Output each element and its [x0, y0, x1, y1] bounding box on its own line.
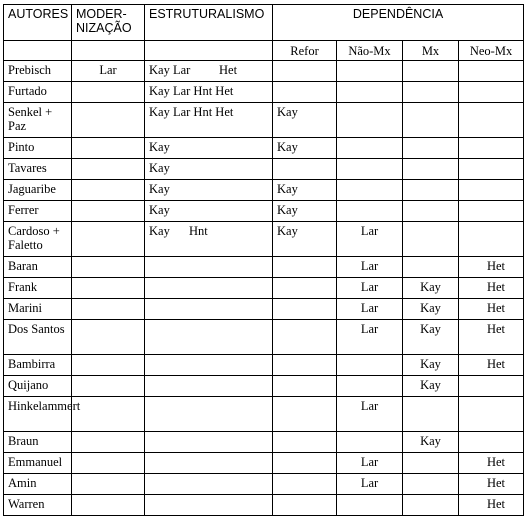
subheader-empty-est: [145, 41, 273, 61]
author-cell: Senkel + Paz: [4, 103, 72, 138]
header-modernizacao-line1: MODER-: [76, 7, 127, 21]
estruturalismo-cell: [145, 355, 273, 376]
refor-cell: Kay: [273, 180, 337, 201]
refor-cell: Kay: [273, 103, 337, 138]
author-cell: Marini: [4, 299, 72, 320]
author-cell: Warren: [4, 495, 72, 516]
neo-mx-cell: [459, 82, 524, 103]
mx-cell: [403, 495, 459, 516]
mx-cell: [403, 82, 459, 103]
table-body: [4, 5, 524, 516]
estruturalismo-cell: [145, 61, 273, 82]
nao-mx-cell: [337, 201, 403, 222]
author-cell: Prebisch: [4, 61, 72, 82]
nao-mx-cell: [337, 180, 403, 201]
modernizacao-cell: [72, 355, 145, 376]
author-cell: Furtado: [4, 82, 72, 103]
estruturalismo-cell: [145, 397, 273, 432]
estruturalismo-primary: Kay: [149, 140, 170, 154]
modernizacao-cell: [72, 376, 145, 397]
estruturalismo-cell: [145, 432, 273, 453]
table-row: [4, 257, 524, 278]
modernizacao-cell: [72, 453, 145, 474]
modernizacao-cell: [72, 180, 145, 201]
modernizacao-cell: [72, 495, 145, 516]
subheader-empty-mod: [72, 41, 145, 61]
modernizacao-cell: [72, 222, 145, 257]
table-row: [4, 103, 524, 138]
modernizacao-cell: [72, 432, 145, 453]
neo-mx-cell: [459, 61, 524, 82]
mx-cell: [403, 61, 459, 82]
nao-mx-cell: [337, 61, 403, 82]
estruturalismo-primary: Kay Lar Hnt Het: [149, 84, 234, 98]
neo-mx-cell: [459, 432, 524, 453]
refor-cell: [273, 159, 337, 180]
refor-cell: [273, 495, 337, 516]
table-row: [4, 82, 524, 103]
modernizacao-cell: [72, 278, 145, 299]
estruturalismo-cell: [145, 222, 273, 257]
table-row: [4, 138, 524, 159]
mx-cell: Kay: [403, 320, 459, 355]
table-row: [4, 201, 524, 222]
estruturalismo-cell: [145, 453, 273, 474]
subheader-mx: Mx: [403, 41, 459, 61]
mx-cell: [403, 138, 459, 159]
mx-cell: [403, 180, 459, 201]
neo-mx-cell: [459, 180, 524, 201]
author-cell: Amin: [4, 474, 72, 495]
subheader-neo-mx: Neo-Mx: [459, 41, 524, 61]
header-row: [4, 5, 524, 41]
estruturalismo-primary: Kay: [149, 224, 170, 238]
author-cell: Bambirra: [4, 355, 72, 376]
modernizacao-cell: [72, 397, 145, 432]
subheader-empty-autores: [4, 41, 72, 61]
neo-mx-cell: Het: [459, 355, 524, 376]
neo-mx-cell: Het: [459, 495, 524, 516]
author-cell: Hinkelammert: [4, 397, 72, 432]
table-row: [4, 355, 524, 376]
header-modernizacao-line2: NIZAÇÃO: [76, 21, 132, 35]
mx-cell: Kay: [403, 355, 459, 376]
estruturalismo-cell: [145, 138, 273, 159]
neo-mx-cell: [459, 103, 524, 138]
refor-cell: [273, 278, 337, 299]
neo-mx-cell: Het: [459, 299, 524, 320]
neo-mx-cell: [459, 376, 524, 397]
refor-cell: Kay: [273, 201, 337, 222]
mx-cell: [403, 453, 459, 474]
estruturalismo-cell: [145, 376, 273, 397]
nao-mx-cell: Lar: [337, 474, 403, 495]
nao-mx-cell: [337, 495, 403, 516]
refor-cell: Kay: [273, 222, 337, 257]
modernizacao-cell: Lar: [72, 61, 145, 82]
estruturalismo-cell: [145, 201, 273, 222]
author-cell: Quijano: [4, 376, 72, 397]
modernizacao-cell: [72, 82, 145, 103]
author-cell: Pinto: [4, 138, 72, 159]
table-row: [4, 397, 524, 432]
estruturalismo-cell: [145, 159, 273, 180]
table-row: [4, 432, 524, 453]
mx-cell: [403, 257, 459, 278]
author-cell: Emmanuel: [4, 453, 72, 474]
nao-mx-cell: Lar: [337, 453, 403, 474]
refor-cell: [273, 474, 337, 495]
neo-mx-cell: [459, 222, 524, 257]
author-cell: Ferrer: [4, 201, 72, 222]
mx-cell: Kay: [403, 432, 459, 453]
nao-mx-cell: Lar: [337, 397, 403, 432]
refor-cell: [273, 82, 337, 103]
nao-mx-cell: [337, 376, 403, 397]
author-cell: Braun: [4, 432, 72, 453]
table-row: [4, 222, 524, 257]
table-row: [4, 495, 524, 516]
subheader-nao-mx: Não-Mx: [337, 41, 403, 61]
estruturalismo-primary: Kay: [149, 182, 170, 196]
estruturalismo-secondary: Hnt: [189, 224, 208, 238]
author-cell: Frank: [4, 278, 72, 299]
estruturalismo-cell: [145, 82, 273, 103]
modernizacao-cell: [72, 474, 145, 495]
refor-cell: [273, 257, 337, 278]
mx-cell: [403, 474, 459, 495]
estruturalismo-secondary: Het: [219, 63, 238, 77]
mx-cell: [403, 159, 459, 180]
nao-mx-cell: [337, 432, 403, 453]
estruturalismo-cell: [145, 474, 273, 495]
mx-cell: Kay: [403, 376, 459, 397]
neo-mx-cell: [459, 138, 524, 159]
author-cell: Baran: [4, 257, 72, 278]
refor-cell: [273, 432, 337, 453]
table-row: [4, 61, 524, 82]
table-row: [4, 299, 524, 320]
estruturalismo-primary: Kay: [149, 161, 170, 175]
refor-cell: [273, 376, 337, 397]
mx-cell: [403, 201, 459, 222]
neo-mx-cell: Het: [459, 320, 524, 355]
modernizacao-cell: [72, 201, 145, 222]
estruturalismo-primary: Kay Lar: [149, 63, 191, 77]
subheader-refor: Refor: [273, 41, 337, 61]
neo-mx-cell: Het: [459, 453, 524, 474]
neo-mx-cell: Het: [459, 257, 524, 278]
modernizacao-cell: [72, 257, 145, 278]
neo-mx-cell: Het: [459, 474, 524, 495]
modernizacao-cell: [72, 320, 145, 355]
author-cell: Tavares: [4, 159, 72, 180]
estruturalismo-cell: [145, 320, 273, 355]
refor-cell: [273, 299, 337, 320]
author-cell: Cardoso + Faletto: [4, 222, 72, 257]
estruturalismo-primary: Kay: [149, 203, 170, 217]
nao-mx-cell: [337, 138, 403, 159]
table-row: [4, 180, 524, 201]
mx-cell: [403, 397, 459, 432]
estruturalismo-cell: [145, 103, 273, 138]
nao-mx-cell: Lar: [337, 299, 403, 320]
nao-mx-cell: [337, 355, 403, 376]
estruturalismo-cell: [145, 299, 273, 320]
authors-classification-table: [3, 4, 524, 516]
nao-mx-cell: Lar: [337, 278, 403, 299]
header-estruturalismo: ESTRUTURALISMO: [145, 5, 273, 41]
estruturalismo-primary: Kay Lar Hnt Het: [149, 105, 234, 119]
nao-mx-cell: [337, 82, 403, 103]
modernizacao-cell: [72, 138, 145, 159]
table-row: [4, 453, 524, 474]
mx-cell: Kay: [403, 278, 459, 299]
estruturalismo-cell: [145, 495, 273, 516]
mx-cell: [403, 103, 459, 138]
nao-mx-cell: [337, 159, 403, 180]
table-row: [4, 278, 524, 299]
refor-cell: [273, 61, 337, 82]
author-cell: Dos Santos: [4, 320, 72, 355]
neo-mx-cell: Het: [459, 278, 524, 299]
estruturalismo-cell: [145, 257, 273, 278]
refor-cell: [273, 320, 337, 355]
header-autores: AUTORES: [4, 5, 72, 41]
modernizacao-cell: [72, 159, 145, 180]
neo-mx-cell: [459, 159, 524, 180]
refor-cell: Kay: [273, 138, 337, 159]
nao-mx-cell: [337, 103, 403, 138]
modernizacao-cell: [72, 299, 145, 320]
header-dependencia: DEPENDÊNCIA: [273, 5, 524, 41]
nao-mx-cell: Lar: [337, 320, 403, 355]
mx-cell: Kay: [403, 299, 459, 320]
table-row: [4, 376, 524, 397]
refor-cell: [273, 355, 337, 376]
nao-mx-cell: Lar: [337, 222, 403, 257]
author-cell: Jaguaribe: [4, 180, 72, 201]
refor-cell: [273, 453, 337, 474]
neo-mx-cell: [459, 201, 524, 222]
header-modernizacao: [72, 5, 145, 41]
subheader-row: [4, 41, 524, 61]
nao-mx-cell: Lar: [337, 257, 403, 278]
table-row: [4, 320, 524, 355]
neo-mx-cell: [459, 397, 524, 432]
table-row: [4, 474, 524, 495]
estruturalismo-cell: [145, 278, 273, 299]
estruturalismo-cell: [145, 180, 273, 201]
mx-cell: [403, 222, 459, 257]
modernizacao-cell: [72, 103, 145, 138]
refor-cell: [273, 397, 337, 432]
table-row: [4, 159, 524, 180]
